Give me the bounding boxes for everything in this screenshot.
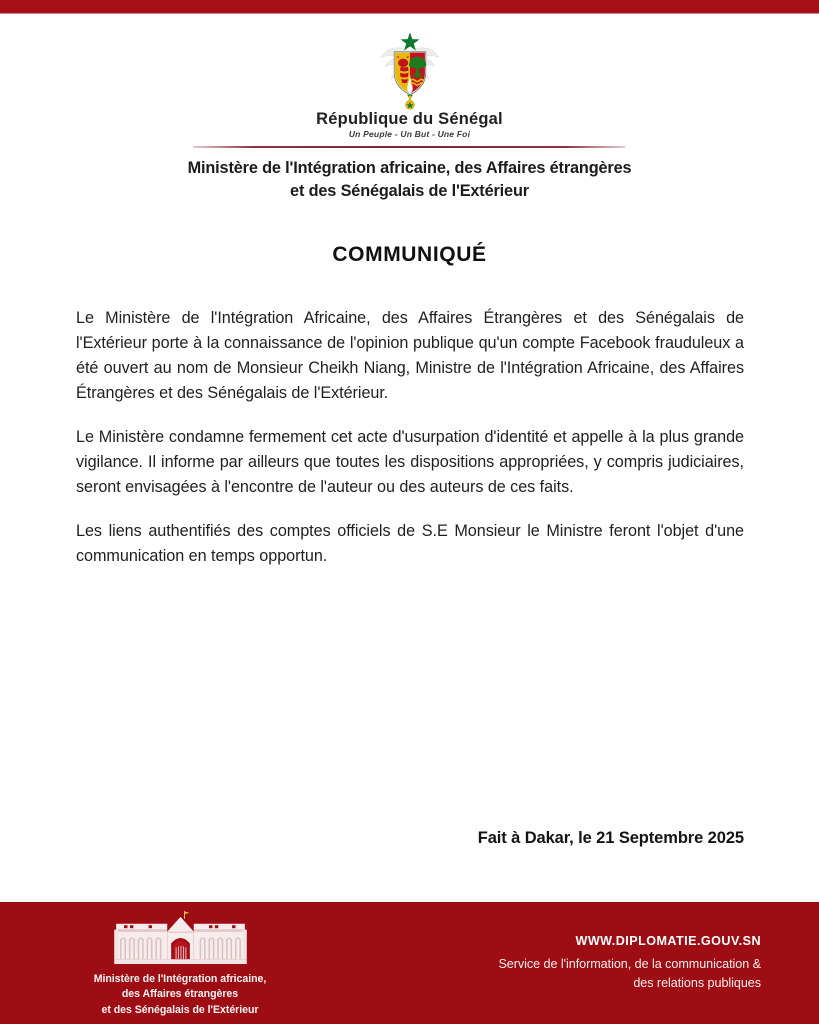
senegal-coat-of-arms-icon [367, 26, 453, 112]
footer-left-block [0, 910, 360, 1018]
ministry-title [0, 157, 819, 203]
ministry-building-icon [108, 910, 253, 965]
star-icon [400, 32, 419, 50]
footer-ministry-line-1: Ministère de l'Intégration africaine, [93, 973, 267, 985]
footer-band [0, 902, 819, 1024]
header-divider [193, 146, 625, 148]
footer-ministry-line-3: et des Sénégalais de l'Extérieur [101, 1003, 259, 1016]
top-red-band [0, 0, 819, 13]
ministry-title-line-2: et des Sénégalais de l'Extérieur [290, 182, 529, 201]
footer-right-block [341, 934, 761, 993]
footer-service-line-1: Service de l'information, de la communication & [498, 957, 761, 971]
footer-ministry-title [0, 972, 360, 1018]
footer-service-text [341, 955, 761, 993]
ministry-title-line-1: Ministère de l'Intégration africaine, des Affaires étrangères [187, 159, 632, 177]
flag-icon [184, 911, 189, 919]
crest-container [0, 26, 819, 112]
top-band-edge [0, 13, 819, 14]
footer-ministry-line-2: des Affaires étrangères [121, 988, 239, 1001]
footer-service-line-2: des relations publiques [633, 975, 761, 990]
communique-body [76, 306, 744, 569]
national-motto: Un Peuple - Un But - Une Foi [348, 129, 471, 139]
website-url[interactable]: WWW.DIPLOMATIE.GOUV.SN [575, 934, 761, 948]
date-line: Fait à Dakar, le 21 Septembre 2025 [477, 829, 744, 847]
paragraph-2: Le Ministère condamne fermement cet acte d'usurpation d'identité et appelle à la plus grande vigilance. Il informe par ailleurs que toutes les dispositions appropriées, y compris judiciaires, seront envisagées à l'encontre de l'auteur ou des auteurs de ces faits. [76, 428, 744, 497]
page-title: COMMUNIQUÉ [332, 243, 487, 266]
paragraph-1: Le Ministère de l'Intégration Africaine, des Affaires Étrangères et des Sénégalais de l'Extérieur porte à la connaissance de l'opinion publique qu'un compte Facebook frauduleux a été ouvert au nom de Monsieur Cheikh Niang, Ministre de l'Intégration Africaine, des Affaires Étrangères et des Sénégalais de l'Extérieur. [76, 309, 744, 403]
republic-title: République du Sénégal [316, 110, 503, 128]
paragraph-3: Les liens authentifiés des comptes officiels de S.E Monsieur le Ministre feront l'objet d'une communication en temps opportun. [76, 522, 744, 566]
